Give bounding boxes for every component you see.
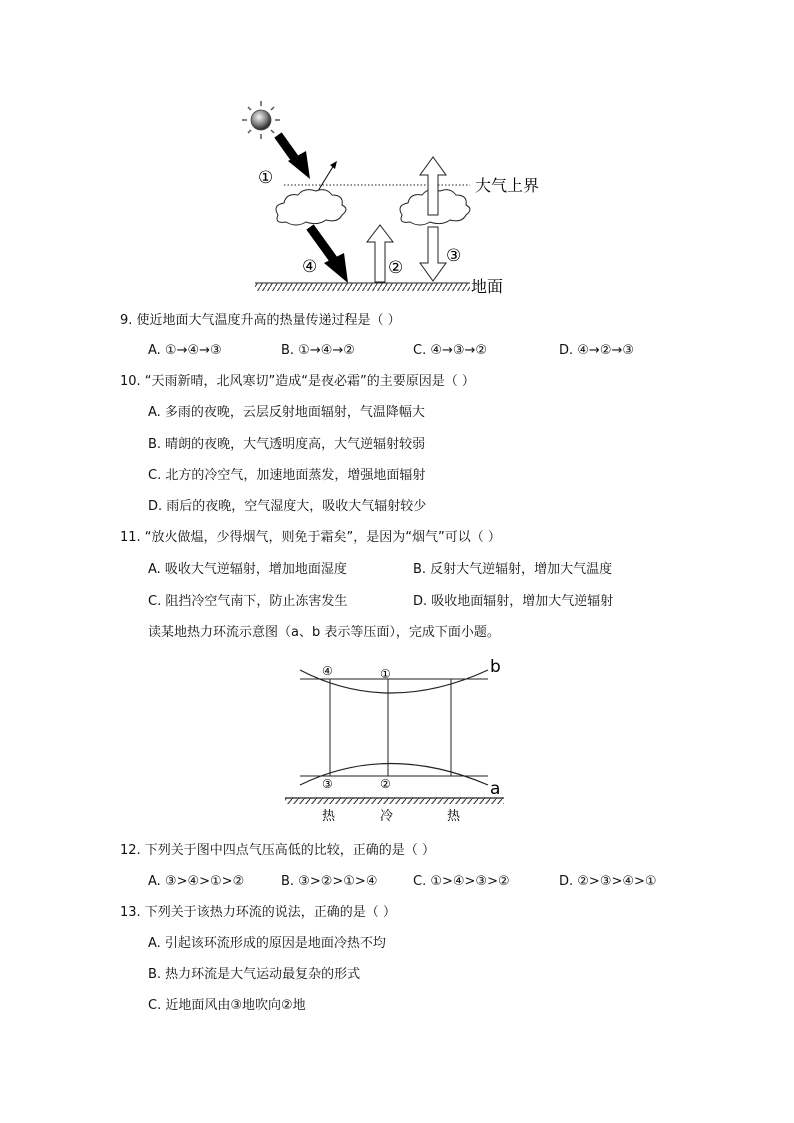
q12-option-c[interactable]: C. ①>④>③>② [413, 874, 510, 889]
q9-option-c[interactable]: C. ④→③→② [413, 343, 488, 358]
ground-hatch [255, 283, 470, 291]
label-arrow4: ④ [302, 257, 318, 277]
label-point-2: ② [380, 777, 391, 791]
q13-option-c[interactable]: C. 近地面风由③地吹向②地 [148, 998, 306, 1013]
label-point-3: ③ [322, 777, 333, 791]
q11-option-d[interactable]: D. 吸收地面辐射，增加大气逆辐射 [413, 594, 614, 609]
cloud-left [276, 190, 346, 225]
q9-option-d[interactable]: D. ④→②→③ [559, 343, 635, 358]
q12-option-b[interactable]: B. ③>②>①>④ [281, 874, 378, 889]
q10-option-b[interactable]: B. 晴朗的夜晚，大气透明度高，大气逆辐射较弱 [148, 437, 426, 452]
label-ground-hot-left: 热 [322, 809, 336, 824]
q13-option-a[interactable]: A. 引起该环流形成的原因是地面冷热不均 [148, 936, 386, 951]
q11-option-c[interactable]: C. 阻挡冷空气南下，防止冻害发生 [148, 594, 348, 609]
label-isobar-b: b [490, 657, 501, 677]
heat-balance-figure [230, 95, 560, 300]
label-arrow3: ③ [446, 246, 462, 266]
question-9-stem: 9. 使近地面大气温度升高的热量传递过程是（ ） [120, 313, 401, 328]
label-point-1: ① [380, 667, 391, 681]
label-ground-hot-right: 热 [447, 809, 461, 824]
label-atmosphere-top: 大气上界 [475, 176, 540, 195]
q13-option-b[interactable]: B. 热力环流是大气运动最复杂的形式 [148, 967, 361, 982]
q9-option-b[interactable]: B. ①→④→② [281, 343, 355, 358]
q12-option-a[interactable]: A. ③>④>①>② [148, 874, 245, 889]
q10-option-c[interactable]: C. 北方的冷空气，加速地面蒸发，增强地面辐射 [148, 468, 426, 483]
sun-icon [242, 101, 280, 139]
question-10-stem: 10. “天雨新晴，北风寒切”造成“是夜必霜”的主要原因是（ ） [120, 374, 475, 389]
solar-radiation-arrow [278, 135, 310, 179]
question-13-stem: 13. 下列关于该热力环流的说法，正确的是（ ） [120, 905, 396, 920]
label-ground-cold: 冷 [380, 809, 394, 824]
label-arrow2: ② [388, 258, 404, 278]
q10-option-d[interactable]: D. 雨后的夜晚，空气湿度大，吸收大气辐射较少 [148, 499, 427, 514]
question-12-stem: 12. 下列关于图中四点气压高低的比较，正确的是（ ） [120, 843, 435, 858]
thermal-circulation-figure [280, 652, 510, 830]
counter-radiation-arrow [420, 227, 446, 281]
figure-intro: 读某地热力环流示意图（a、b 表示等压面），完成下面小题。 [148, 625, 500, 640]
q9-option-a[interactable]: A. ①→④→③ [148, 343, 222, 358]
label-point-4: ④ [322, 664, 333, 678]
reflection-arrow [318, 161, 337, 191]
question-11-stem: 11. “放火做煴，少得烟气，则免于霜矣”，是因为“烟气”可以（ ） [120, 530, 501, 545]
q11-option-b[interactable]: B. 反射大气逆辐射，增加大气温度 [413, 562, 613, 577]
q10-option-a[interactable]: A. 多雨的夜晚，云层反射地面辐射，气温降幅大 [148, 405, 425, 420]
q12-option-d[interactable]: D. ②>③>④>① [559, 874, 657, 889]
label-isobar-a: a [490, 779, 501, 799]
q11-option-a[interactable]: A. 吸收大气逆辐射，增加地面湿度 [148, 562, 347, 577]
label-arrow1: ① [258, 168, 274, 188]
ground-hatch-2 [285, 798, 504, 804]
label-ground: 地面 [471, 277, 504, 296]
